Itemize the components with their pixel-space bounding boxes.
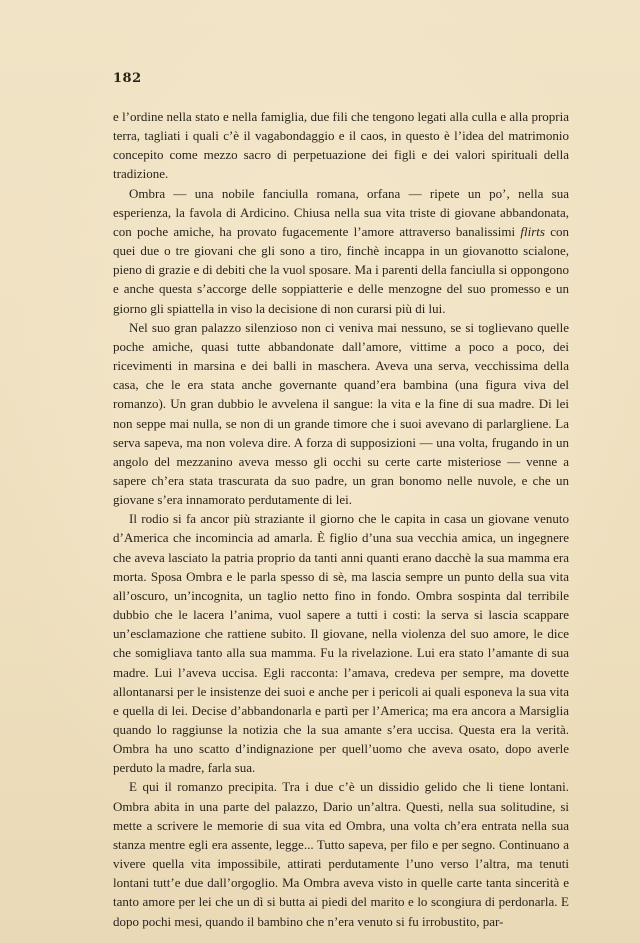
paragraph [113,107,569,184]
paragraph-text: Nel suo gran palazzo silenzioso non ci veniva mai nessuno, se si toglievano quelle poche amiche, quasi tutte abbandonate dall’amore, vittime a poco a poco, dei ricevimenti in marsina e dei balli in maschera. Aveva una serva, vecchissima della casa, che le era stata anche governante quand’era bambina (una figura viva del romanzo). Un gran dubbio le avvelena il sangue: la vita e la fine di sua madre. Di lei non seppe mai nulla, se non di un grande timore che i suoi avevano di parlargliene. La serva sapeva, ma non voleva dire. A forza di supposizioni — una volta, frugando in un angolo del mezzanino aveva messo gli occhi su certe carte misteriose — venne a sapere ch’era stata trascurata da suo padre, un gran bonomo nelle nuvole, e che un giovane s’era innamorato perdutamente di lei. [113,319,569,508]
paragraph [113,184,569,318]
paragraph [113,318,569,510]
body-text [113,107,569,931]
paragraph-text: e l’ordine nella stato e nella famiglia, due fili che tengono legati alla culla e alla propria terra, tagliati i quali c’è il vagabondaggio e il caos, in questo è l’idea del matrimonio concepito come mezzo sacro di perpetuazione dei figli e dei valori spirituali della tradizione. [113,109,569,182]
italic-word: flirts [520,223,545,239]
paragraph-text: E qui il romanzo precipita. Tra i due c’è un dissidio gelido che li tiene lontani. Ombra abita in una parte del palazzo, Dario un’altra. Questi, nella sua solitudine, si mette a scrivere le memorie di sua vita ed Ombra, una volta ch’era entrata nella sua stanza mentre egli era assente, legge... Tutto sapeva, per filo e per segno. Continuano a vivere quella vita impossibile, attirati perdutamente l’uno verso l’altra, ma tenuti lontani tutt’e due dall’orgoglio. Ma Ombra aveva visto in quelle carte tanta sincerità e tanto amore per lei che un dì si butta ai piedi del marito e lo scongiura di perdonarla. E dopo pochi mesi, quando il bambino che n’era venuto si fu irrobustito, par- [113,779,569,929]
paragraph [113,509,569,777]
paragraph [113,777,569,930]
paragraph-text: Ombra — una nobile fanciulla romana, orfana — ripete un po’, nella sua esperienza, la favola di Ardicino. Chiusa nella sua vita triste di giovane abbandonata, con poche amiche, ha provato fugacemente l’amore attraverso banalissimi [113,185,569,239]
page-number: 182 [113,71,142,86]
paragraph-text: Il rodio si fa ancor più straziante il giorno che le capita in casa un giovane venuto d’America che incomincia ad amarla. È figlio d’una sua vecchia amica, un ingegnere che aveva lasciato la patria proprio da tanti anni quanti erano dacchè la sua mamma era morta. Sposa Ombra e le parla spesso di sè, ma lascia sempre un punto della sua vita all’oscuro, un’incognita, un taglio netto fino in fondo. Ombra sospinta dal terribile dubbio che le lacera l’anima, vuol sapere a tutti i costi: la serva si lascia scappare un’esclamazione che rattiene subito. Il giovane, nella violenza del suo amore, le dice che somigliava tanto alla sua mamma. Fu la rivelazione. Lui era stato l’amante di sua madre. Lui l’aveva uccisa. Egli racconta: l’amava, credeva per sempre, ma dovette allontanarsi per le insistenze dei suoi e anche per i pericoli ai quali esponeva la sua vita e quella di lei. Decise d’abbandonarla e partì per l’America; ma era ancora a Marsiglia quando lo raggiunse la notizia che la sua amante s’era uccisa. Questa era la verità. Ombra ha uno scatto d’indignazione per quell’uomo che aveva osato, dopo averle perduto la madre, farla sua. [113,511,569,776]
paragraph-text: con quei due o tre giovani che gli sono a tiro, finchè incappa in un giovanotto scialone, pieno di grazie e di debiti che la vuol sposare. Ma i parenti della fanciulla si oppongono e anche questa s’accorge delle soppiatterie e delle menzogne del suo promesso e un giorno gli spiattella in viso la decisione di non curarsi più di lui. [113,223,569,316]
